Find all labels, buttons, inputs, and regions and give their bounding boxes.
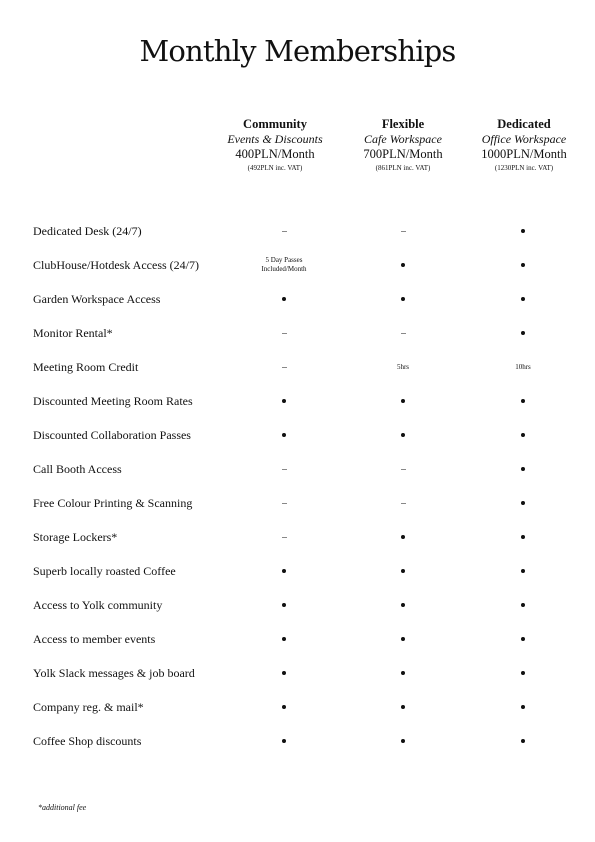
feature-row bbox=[0, 357, 595, 377]
included-dot bbox=[463, 731, 583, 751]
not-included-dash bbox=[343, 221, 463, 241]
included-dot-icon bbox=[401, 535, 405, 539]
included-dot-icon bbox=[401, 637, 405, 641]
included-dot-icon bbox=[521, 603, 525, 607]
not-included-dash-icon bbox=[401, 231, 406, 232]
included-dot bbox=[224, 629, 344, 649]
included-dot bbox=[224, 697, 344, 717]
included-dot-icon bbox=[282, 671, 286, 675]
included-dot bbox=[224, 561, 344, 581]
feature-name: Yolk Slack messages & job board bbox=[33, 666, 195, 680]
included-dot bbox=[224, 731, 344, 751]
included-dot-icon bbox=[521, 229, 525, 233]
not-included-dash-icon bbox=[282, 333, 287, 334]
plan-price: 400PLN/Month bbox=[235, 147, 315, 161]
included-dot bbox=[343, 561, 463, 581]
included-dot bbox=[463, 221, 583, 241]
included-dot bbox=[343, 391, 463, 411]
feature-name: Monitor Rental* bbox=[33, 326, 113, 340]
included-dot bbox=[224, 425, 344, 445]
not-included-dash-icon bbox=[401, 503, 406, 504]
included-dot-icon bbox=[282, 637, 286, 641]
not-included-dash bbox=[224, 323, 344, 343]
included-dot-icon bbox=[521, 433, 525, 437]
included-dot-icon bbox=[282, 739, 286, 743]
plan-name: Community bbox=[243, 117, 307, 131]
included-dot-icon bbox=[521, 467, 525, 471]
not-included-dash-icon bbox=[282, 503, 287, 504]
feature-row bbox=[0, 697, 595, 717]
feature-value-text: 10hrs bbox=[515, 362, 531, 371]
feature-value bbox=[463, 357, 583, 377]
feature-value bbox=[343, 357, 463, 377]
not-included-dash bbox=[343, 323, 463, 343]
feature-row bbox=[0, 391, 595, 411]
feature-row bbox=[0, 663, 595, 683]
included-dot-icon bbox=[521, 331, 525, 335]
included-dot-icon bbox=[282, 603, 286, 607]
feature-name: Dedicated Desk (24/7) bbox=[33, 224, 142, 238]
included-dot bbox=[463, 527, 583, 547]
feature-row bbox=[0, 527, 595, 547]
plan-name: Flexible bbox=[381, 117, 425, 131]
footnote: *additional fee bbox=[38, 803, 87, 812]
feature-row bbox=[0, 629, 595, 649]
included-dot-icon bbox=[521, 535, 525, 539]
included-dot bbox=[224, 391, 344, 411]
included-dot bbox=[463, 323, 583, 343]
included-dot bbox=[343, 697, 463, 717]
included-dot-icon bbox=[521, 263, 525, 267]
included-dot bbox=[224, 595, 344, 615]
feature-row bbox=[0, 493, 595, 513]
page-title: Monthly Memberships bbox=[139, 34, 456, 68]
included-dot bbox=[343, 629, 463, 649]
not-included-dash bbox=[224, 493, 344, 513]
included-dot bbox=[343, 663, 463, 683]
included-dot bbox=[463, 493, 583, 513]
feature-row bbox=[0, 289, 595, 309]
included-dot-icon bbox=[401, 433, 405, 437]
not-included-dash bbox=[224, 221, 344, 241]
included-dot-icon bbox=[282, 569, 286, 573]
plan-header-community bbox=[205, 117, 345, 174]
included-dot-icon bbox=[282, 433, 286, 437]
included-dot bbox=[463, 255, 583, 275]
included-dot-icon bbox=[401, 705, 405, 709]
included-dot bbox=[343, 255, 463, 275]
not-included-dash-icon bbox=[401, 333, 406, 334]
included-dot bbox=[463, 561, 583, 581]
included-dot-icon bbox=[521, 739, 525, 743]
feature-name: Garden Workspace Access bbox=[33, 292, 161, 306]
included-dot-icon bbox=[401, 671, 405, 675]
feature-name: ClubHouse/Hotdesk Access (24/7) bbox=[33, 258, 199, 272]
feature-name: Discounted Meeting Room Rates bbox=[33, 394, 193, 408]
included-dot-icon bbox=[521, 399, 525, 403]
feature-row bbox=[0, 323, 595, 343]
included-dot bbox=[343, 731, 463, 751]
included-dot-icon bbox=[401, 603, 405, 607]
included-dot-icon bbox=[401, 297, 405, 301]
plan-header-flexible bbox=[333, 117, 473, 174]
included-dot-icon bbox=[282, 297, 286, 301]
included-dot bbox=[343, 527, 463, 547]
feature-row bbox=[0, 561, 595, 581]
included-dot-icon bbox=[282, 399, 286, 403]
plan-price: 1000PLN/Month bbox=[481, 147, 567, 161]
feature-row bbox=[0, 425, 595, 445]
included-dot-icon bbox=[521, 705, 525, 709]
not-included-dash bbox=[224, 459, 344, 479]
feature-name: Coffee Shop discounts bbox=[33, 734, 142, 748]
feature-value bbox=[224, 255, 344, 275]
feature-name: Meeting Room Credit bbox=[33, 360, 139, 374]
included-dot bbox=[224, 663, 344, 683]
feature-name: Access to Yolk community bbox=[33, 598, 163, 612]
feature-name: Free Colour Printing & Scanning bbox=[33, 496, 193, 510]
included-dot bbox=[463, 459, 583, 479]
plan-tagline: Cafe Workspace bbox=[364, 132, 442, 146]
included-dot-icon bbox=[401, 263, 405, 267]
not-included-dash-icon bbox=[282, 367, 287, 368]
not-included-dash bbox=[224, 527, 344, 547]
not-included-dash-icon bbox=[282, 231, 287, 232]
not-included-dash bbox=[224, 357, 344, 377]
feature-row bbox=[0, 221, 595, 241]
included-dot-icon bbox=[521, 297, 525, 301]
feature-row bbox=[0, 459, 595, 479]
included-dot-icon bbox=[521, 637, 525, 641]
included-dot-icon bbox=[521, 501, 525, 505]
feature-name: Storage Lockers* bbox=[33, 530, 118, 544]
feature-row bbox=[0, 731, 595, 751]
feature-name: Superb locally roasted Coffee bbox=[33, 564, 176, 578]
plan-vat-price: (1230PLN inc. VAT) bbox=[494, 164, 554, 172]
plan-price: 700PLN/Month bbox=[363, 147, 443, 161]
feature-value-text: 5hrs bbox=[396, 362, 410, 371]
feature-name: Discounted Collaboration Passes bbox=[33, 428, 191, 442]
plan-tagline: Events & Discounts bbox=[227, 132, 323, 146]
feature-name: Company reg. & mail* bbox=[33, 700, 144, 714]
included-dot-icon bbox=[521, 671, 525, 675]
included-dot bbox=[343, 595, 463, 615]
included-dot-icon bbox=[401, 569, 405, 573]
feature-row bbox=[0, 255, 595, 275]
feature-value-text: 5 Day Passes Included/Month bbox=[261, 256, 307, 273]
plan-header-dedicated bbox=[454, 117, 594, 174]
plan-vat-price: (492PLN inc. VAT) bbox=[247, 164, 303, 172]
not-included-dash-icon bbox=[401, 469, 406, 470]
included-dot-icon bbox=[401, 739, 405, 743]
feature-name: Call Booth Access bbox=[33, 462, 122, 476]
included-dot bbox=[463, 289, 583, 309]
included-dot bbox=[463, 629, 583, 649]
included-dot bbox=[343, 289, 463, 309]
plan-tagline: Office Workspace bbox=[481, 132, 567, 146]
included-dot bbox=[463, 595, 583, 615]
plan-name: Dedicated bbox=[497, 117, 551, 131]
included-dot-icon bbox=[401, 399, 405, 403]
not-included-dash bbox=[343, 459, 463, 479]
included-dot bbox=[463, 697, 583, 717]
included-dot bbox=[463, 391, 583, 411]
included-dot bbox=[463, 663, 583, 683]
not-included-dash-icon bbox=[282, 469, 287, 470]
feature-row bbox=[0, 595, 595, 615]
included-dot-icon bbox=[521, 569, 525, 573]
not-included-dash-icon bbox=[282, 537, 287, 538]
plan-vat-price: (861PLN inc. VAT) bbox=[375, 164, 431, 172]
included-dot bbox=[463, 425, 583, 445]
included-dot bbox=[224, 289, 344, 309]
not-included-dash bbox=[343, 493, 463, 513]
included-dot bbox=[343, 425, 463, 445]
feature-name: Access to member events bbox=[33, 632, 156, 646]
included-dot-icon bbox=[282, 705, 286, 709]
